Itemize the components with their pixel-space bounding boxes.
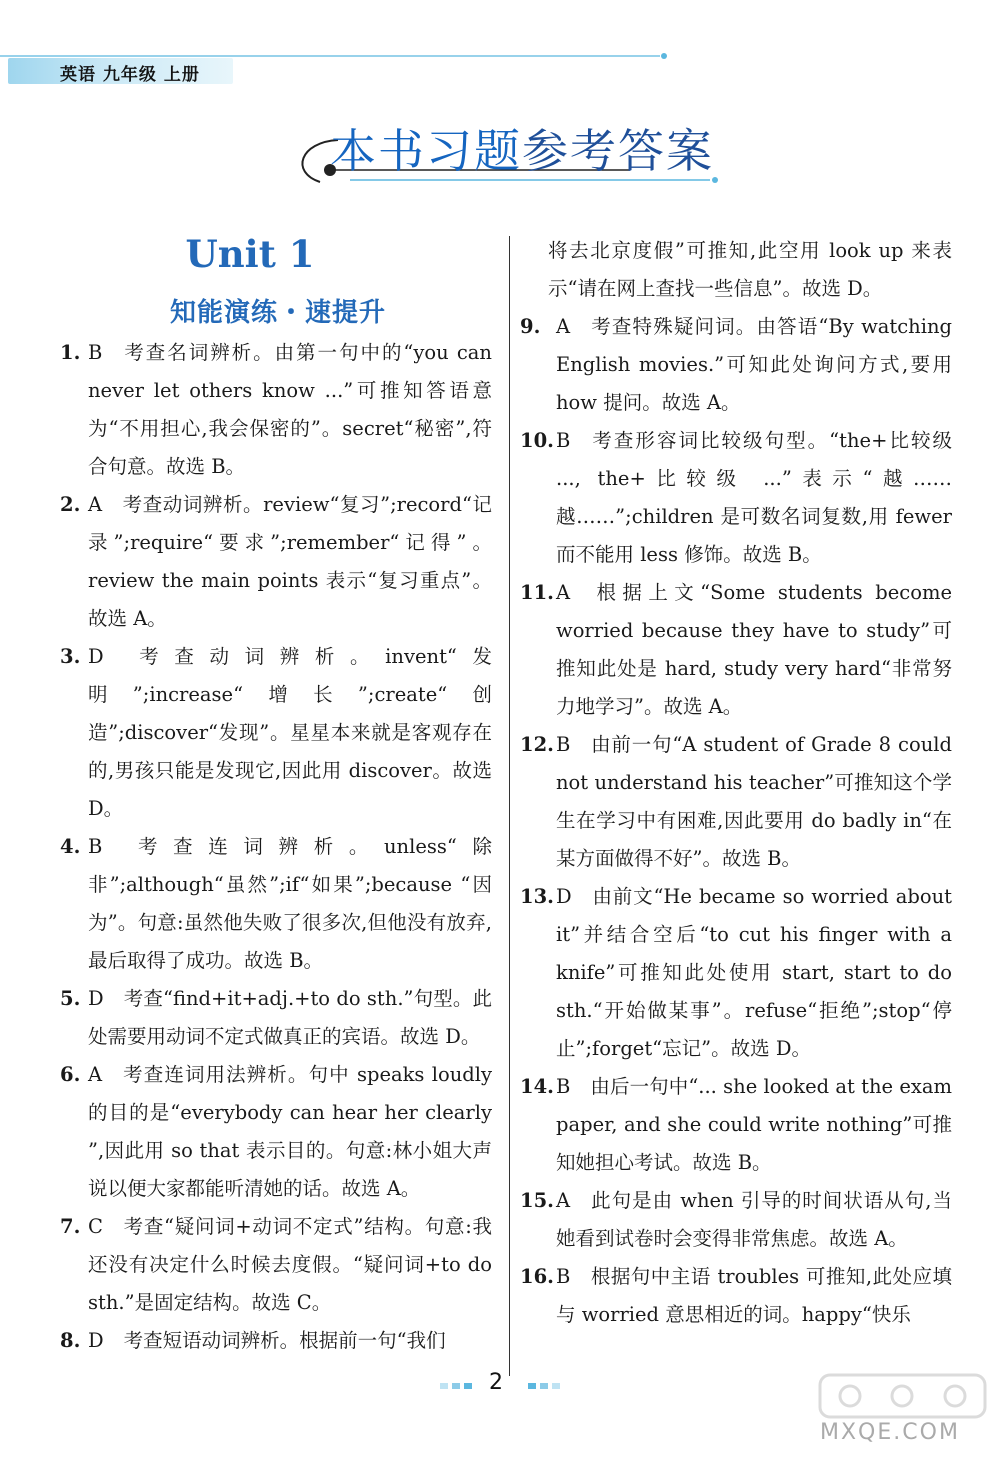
answer-item — [520, 1182, 952, 1258]
answer-item — [520, 1258, 952, 1334]
item-answer: B — [556, 429, 571, 452]
column-divider — [509, 236, 510, 1376]
item-explanation: 考查动词辨析。review“复习”;record“记录”;require“要求”;remember“记得”。review the main points 表示“复习重点”。故选 A。 — [88, 493, 492, 630]
section-title: 知能演练・速提升 — [169, 298, 386, 328]
item-answer: C — [88, 1215, 103, 1238]
answer-item — [60, 1056, 492, 1208]
answer-item — [520, 1068, 952, 1182]
book-label: 英语 九年级 上册 — [60, 65, 200, 85]
watermark-text: MXQE.COM — [820, 1420, 960, 1445]
item-explanation: 此句是由 when 引导的时间状语从句,当她看到试卷时会变得非常焦虑。故选 A。 — [556, 1189, 952, 1250]
item-number: 1. — [60, 341, 81, 364]
item-answer: D — [88, 987, 104, 1010]
footer-ornament-right — [528, 1380, 568, 1392]
answer-item — [520, 422, 952, 574]
item-number: 15. — [520, 1189, 554, 1212]
item-number: 3. — [60, 645, 81, 668]
answer-item — [520, 726, 952, 878]
item-number: 16. — [520, 1265, 554, 1288]
item-answer: B — [88, 835, 103, 858]
title-main: 本书习题 — [330, 124, 522, 178]
item-number: 14. — [520, 1075, 554, 1098]
footer-ornament-left — [440, 1380, 480, 1392]
answer-item — [60, 828, 492, 980]
item-number: 12. — [520, 733, 554, 756]
item-answer: A — [88, 1063, 103, 1086]
item-answer: D — [88, 645, 104, 668]
item-answer: A — [556, 581, 571, 604]
item-answer: D — [88, 1329, 104, 1352]
answer-item — [60, 1322, 492, 1360]
answer-item — [60, 980, 492, 1056]
item-number: 4. — [60, 835, 81, 858]
item-answer: B — [88, 341, 103, 364]
item-answer: B — [556, 1075, 571, 1098]
item-number: 9. — [520, 315, 541, 338]
item-explanation: 考查“find+it+adj.+to do sth.”句型。此处需要用动词不定式做真正的宾语。故选 D。 — [88, 987, 492, 1048]
item-explanation: 考查连词辨析。unless“除非”;although“虽然”;if“如果”;because “因为”。句意:虽然他失败了很多次,但他没有放弃,最后取得了成功。故选 B。 — [88, 835, 492, 972]
item-explanation: 考查短语动词辨析。根据前一句“我们 — [123, 1329, 446, 1352]
item-number: 10. — [520, 429, 554, 452]
title-accent: 参考答案 — [522, 124, 714, 178]
answer-item — [60, 486, 492, 638]
answer-item — [520, 878, 952, 1068]
item-number: 7. — [60, 1215, 81, 1238]
item-explanation: 由后一句中“... she looked at the exam paper, and she could write nothing”可推知她担心考试。故选 B。 — [556, 1075, 952, 1174]
right-column — [520, 232, 952, 1334]
page-title — [330, 115, 714, 181]
answer-item — [60, 1208, 492, 1322]
continued-text: 将去北京度假”可推知,此空用 look up 来表示“请在网上查找一些信息”。故选 D。 — [548, 239, 952, 300]
item-answer: B — [556, 1265, 571, 1288]
answer-item — [520, 308, 952, 422]
item-answer: D — [556, 885, 572, 908]
unit-title: Unit 1 — [185, 232, 315, 276]
item-number: 2. — [60, 493, 81, 516]
page-number: 2 — [489, 1370, 503, 1395]
answer-item — [60, 638, 492, 828]
item-explanation: 考查动词辨析。invent“发明”;increase“增长”;create“创造”;discover“发现”。星星本来就是客观存在的,男孩只能是发现它,因此用 discover。故选 D。 — [88, 645, 492, 820]
item-number: 13. — [520, 885, 554, 908]
item-number: 6. — [60, 1063, 81, 1086]
item-number: 5. — [60, 987, 81, 1010]
item-explanation: 考查名词辨析。由第一句中的“you can never let others know ...”可推知答语意为“不用担心,我会保密的”。secret“秘密”,符合句意。故选 B。 — [88, 341, 492, 478]
answer-item — [60, 334, 492, 486]
item-explanation: 考查连词用法辨析。句中 speaks loudly 的目的是“everybody can hear her clearly ”,因此用 so that 表示目的。句意:林小姐大声说以便大家都能听清她的话。故选 A。 — [88, 1063, 492, 1200]
item-explanation: 考查形容词比较级句型。“the+比较级 ..., the+比较级 ...”表示“越……越……”;children 是可数名词复数,用 fewer 而不能用 less 修饰。故选 B。 — [556, 429, 952, 566]
item-answer: A — [556, 1189, 571, 1212]
item-explanation: 由前一句“A student of Grade 8 could not understand his teacher”可推知这个学生在学习中有困难,因此要用 do badly in“在某方面做得不好”。故选 B。 — [556, 733, 952, 870]
item-explanation: 由前文“He became so worried about it”并结合空后“to cut his finger with a knife”可推知此处使用 start, start to do sth.“开始做某事”。refuse“拒绝”;stop“停止”;forget“忘记”。故选 D。 — [556, 885, 952, 1060]
item-explanation: 考查“疑问词+动词不定式”结构。句意:我还没有决定什么时候去度假。“疑问词+to do sth.”是固定结构。故选 C。 — [88, 1215, 492, 1314]
item-answer: A — [556, 315, 571, 338]
item-answer: B — [556, 733, 571, 756]
item-number: 8. — [60, 1329, 81, 1352]
item-explanation: 考查特殊疑问词。由答语“By watching English movies.”可知此处询问方式,要用 how 提问。故选 A。 — [556, 315, 952, 414]
item-number: 11. — [520, 581, 554, 604]
left-column — [60, 334, 492, 1360]
item-explanation: 根据句中主语 troubles 可推知,此处应填与 worried 意思相近的词。happy“快乐 — [556, 1265, 952, 1326]
item-answer: A — [88, 493, 103, 516]
item-explanation: 根据上文“Some students become worried because they have to study”可推知此处是 hard, study very hard“非常努力地学习”。故选 A。 — [556, 581, 952, 718]
answer-item — [520, 574, 952, 726]
